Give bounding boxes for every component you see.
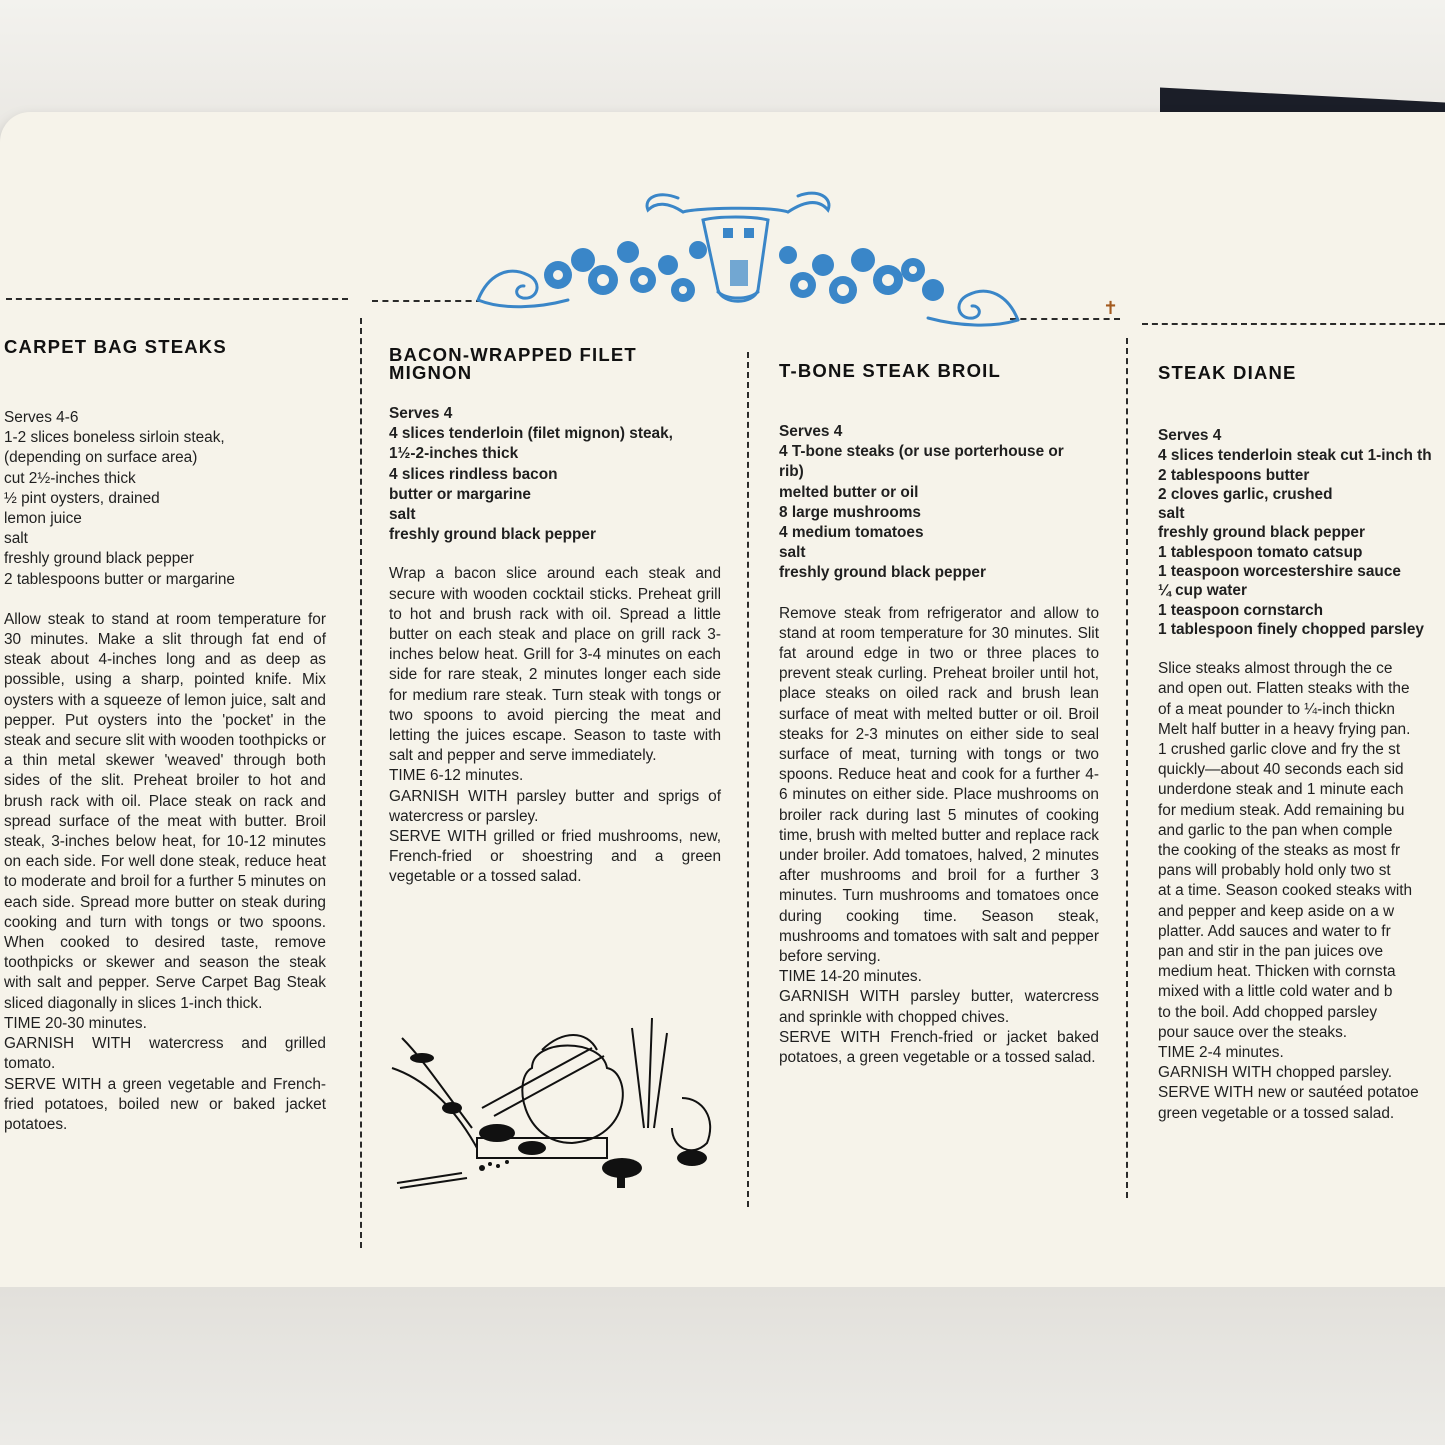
method xyxy=(1158,659,1443,1124)
method-line: to the boil. Add chopped parsley xyxy=(1158,1003,1378,1021)
ingredient-item: 1 teaspoon worcestershire sauce xyxy=(1158,562,1401,580)
ingredient-item: salt xyxy=(4,530,28,548)
recipe-title: T-BONE STEAK BROIL xyxy=(779,360,1002,381)
recipe-serve-with: SERVE WITH a green vegetable and French-fried potatoes, boiled new or baked jacket potatoes. xyxy=(4,1075,326,1133)
background-bottom xyxy=(0,1287,1445,1445)
column-divider-2 xyxy=(747,352,749,1207)
ingredient-item: 2 tablespoons butter xyxy=(1158,466,1310,484)
ingredient-item: (depending on surface area) xyxy=(4,449,198,467)
method-line: SERVE WITH new or sautéed potatoe xyxy=(1158,1084,1419,1102)
method-line: pans will probably hold only two st xyxy=(1158,862,1391,880)
top-rule-col4 xyxy=(1142,323,1445,325)
ingredient-item: salt xyxy=(1158,505,1185,523)
ingredient-item: freshly ground black pepper xyxy=(389,526,596,544)
recipe-steak-diane xyxy=(1158,364,1443,1124)
method-text: Wrap a bacon slice around each steak and secure with wooden cocktail sticks. Preheat grill to hot and brush rack with oil. Spread a little butter on each steak and place on grill rack 3-inches below heat. Grill for 3-4 minutes on each side for rare steak, 2 minutes longer each side for medium rare steak. Turn steak with tongs or two spoons to avoid piercing the meat and letting the juices escape. Season to taste with salt and pepper and serve immediately. xyxy=(389,565,721,765)
recipe-carpet-bag-steaks xyxy=(4,338,326,1135)
method-line: for medium steak. Add remaining bu xyxy=(1158,801,1405,819)
method xyxy=(389,564,721,887)
ingredient-item: ½ pint oysters, drained xyxy=(4,489,160,507)
ingredient-item: butter or margarine xyxy=(389,485,531,503)
recipe-garnish: GARNISH WITH parsley butter and sprigs of watercress or parsley. xyxy=(389,787,721,825)
top-rule-col2 xyxy=(372,300,482,302)
ingredient-item: 4 slices tenderloin (filet mignon) steak, xyxy=(389,425,673,443)
ingredient-list xyxy=(779,442,1099,583)
method-line: pour sauce over the steaks. xyxy=(1158,1023,1348,1041)
ingredient-item: freshly ground black pepper xyxy=(4,550,194,568)
ingredient-item: 4 T-bone steaks (or use porterhouse or xyxy=(779,443,1064,461)
recipe-garnish: GARNISH WITH watercress and grilled tomato. xyxy=(4,1035,326,1073)
recipe-title: BACON-WRAPPED FILET MIGNON xyxy=(389,344,637,383)
vegetables-pot-illustration-icon xyxy=(382,1008,732,1198)
ingredient-item: 4 slices rindless bacon xyxy=(389,465,558,483)
ingredient-item: 1 tablespoon tomato catsup xyxy=(1158,543,1363,561)
ingredient-item: melted butter or oil xyxy=(779,483,919,501)
ingredient-item: 1½-2-inches thick xyxy=(389,445,519,463)
method-line: mixed with a little cold water and b xyxy=(1158,983,1393,1001)
method-line: quickly—about 40 seconds each sid xyxy=(1158,761,1404,779)
ingredient-item: 2 tablespoons butter or margarine xyxy=(4,570,235,588)
method-line: 1 crushed garlic clove and fry the st xyxy=(1158,740,1401,758)
ingredient-item: 1-2 slices boneless sirloin steak, xyxy=(4,429,225,447)
ingredient-item: salt xyxy=(779,544,806,562)
recipe-time: TIME 14-20 minutes. xyxy=(779,968,922,986)
method-line: Melt half butter in a heavy frying pan. xyxy=(1158,720,1411,738)
recipe-serves: Serves 4 xyxy=(389,405,453,422)
method-line: and open out. Flatten steaks with the xyxy=(1158,680,1410,698)
recipe-serves: Serves 4-6 xyxy=(4,409,79,426)
ingredient-item: rib) xyxy=(779,463,804,481)
recipe-serves: Serves 4 xyxy=(1158,427,1222,444)
method-line: underdone steak and 1 minute each xyxy=(1158,781,1404,799)
recipe-bacon-wrapped-filet-mignon xyxy=(389,346,721,888)
method-line: medium heat. Thicken with cornsta xyxy=(1158,963,1396,981)
method-line: the cooking of the steaks as most fr xyxy=(1158,842,1401,859)
method-text: Remove steak from refrigerator and allow to stand at room temperature for 30 minutes. Slit fat around edge in two or three places to prevent steak curling. Preheat broiler until hot, place steaks on oiled rack and brush lean surface of meat with melted butter or oil. Broil steaks for 2-3 minutes on either side to seal surface of meat, turning with tongs or two spoons. Reduce heat and cook for a further 4-6 minutes on either side. Place mushrooms on broiler rack during last 5 minutes of cooking time, brush with melted butter and replace rack under broiler. Add tomatoes, halved, 2 minutes after mushrooms and broil for a further 3 minutes. Turn mushrooms and tomatoes once during cooking time. Season steak, mushrooms and tomatoes with salt and pepper before serving. xyxy=(779,604,1099,966)
ingredient-item: 8 large mushrooms xyxy=(779,503,921,521)
method-line: Slice steaks almost through the ce xyxy=(1158,660,1393,678)
recipe-serves: Serves 4 xyxy=(779,423,843,440)
method-line: pan and stir in the pan juices ove xyxy=(1158,943,1384,961)
column-divider-3 xyxy=(1126,338,1128,1198)
recipe-serve-with: SERVE WITH French-fried or jacket baked potatoes, a green vegetable or a tossed salad. xyxy=(779,1028,1099,1067)
recipe-time: TIME 6-12 minutes. xyxy=(389,767,524,785)
cow-head-ornament-icon xyxy=(468,180,1028,340)
ingredient-list xyxy=(4,428,326,590)
ingredient-item: 1 tablespoon finely chopped parsley xyxy=(1158,620,1424,638)
recipe-title: CARPET BAG STEAKS xyxy=(4,336,227,357)
method-line: platter. Add sauces and water to fr xyxy=(1158,922,1391,940)
ingredient-item: 4 slices tenderloin steak cut 1-inch th xyxy=(1158,447,1432,465)
method-line: GARNISH WITH chopped parsley. xyxy=(1158,1064,1393,1082)
method-text: Allow steak to stand at room temperature for 30 minutes. Make a slit through fat end of steak about 4-inches long and as deep as possible, using a sharp, pointed knife. Mix oysters with a squeeze of lemon juice, salt and pepper. Put oysters into the 'pocket' in the steak and secure slit with wooden toothpicks or a thin metal skewer 'weaved' through both sides of the slit. Preheat broiler to hot and brush rack with oil. Place steak on rack and spread surface of the meat with butter. Broil steak, 3-inches below heat, for 10-12 minutes on each side. For well done steak, reduce heat to moderate and broil for a further 5 minutes on each side. Spread more butter on steak during cooking and turn with tongs or two spoons. When cooked to desired taste, remove toothpicks or skewer and season the steak with salt and pepper. Serve Carpet Bag Steak sliced diagonally in slices 1-inch thick. xyxy=(4,610,326,1012)
ingredient-item: freshly ground black pepper xyxy=(1158,524,1365,542)
ingredient-item: freshly ground black pepper xyxy=(779,564,986,582)
recipe-serve-with: SERVE WITH grilled or fried mushrooms, new, French-fried or shoestring and a green vegetable or a tossed salad. xyxy=(389,828,721,886)
recipe-time: TIME 20-30 minutes. xyxy=(4,1014,147,1032)
method-line: green vegetable or a tossed salad. xyxy=(1158,1104,1395,1122)
ingredient-item: ¼ cup water xyxy=(1158,582,1247,600)
method xyxy=(4,610,326,1135)
ingredient-item: lemon juice xyxy=(4,510,82,528)
method-line: and garlic to the pan when comple xyxy=(1158,821,1393,839)
ingredient-item: salt xyxy=(389,506,416,524)
ingredient-list xyxy=(1158,446,1443,639)
ingredient-item: 2 cloves garlic, crushed xyxy=(1158,485,1333,503)
top-rule-col1 xyxy=(6,298,348,300)
stain-mark-icon: ✝ xyxy=(1103,298,1119,318)
ingredient-item: 4 medium tomatoes xyxy=(779,524,924,542)
ingredient-list xyxy=(389,424,721,545)
method-line: of a meat pounder to ¼-inch thickn xyxy=(1158,700,1395,718)
ingredient-item: 1 teaspoon cornstarch xyxy=(1158,601,1324,619)
method-line: at a time. Season cooked steaks with xyxy=(1158,882,1413,900)
method-line: TIME 2-4 minutes. xyxy=(1158,1044,1284,1062)
column-divider-1 xyxy=(360,318,362,1248)
recipe-garnish: GARNISH WITH parsley butter, watercress and sprinkle with chopped chives. xyxy=(779,988,1099,1026)
method xyxy=(779,604,1099,1069)
recipe-title: STEAK DIANE xyxy=(1158,364,1297,383)
recipe-t-bone-steak-broil xyxy=(779,362,1099,1068)
method-line: and pepper and keep aside on a w xyxy=(1158,902,1395,920)
ingredient-item: cut 2½-inches thick xyxy=(4,469,136,487)
